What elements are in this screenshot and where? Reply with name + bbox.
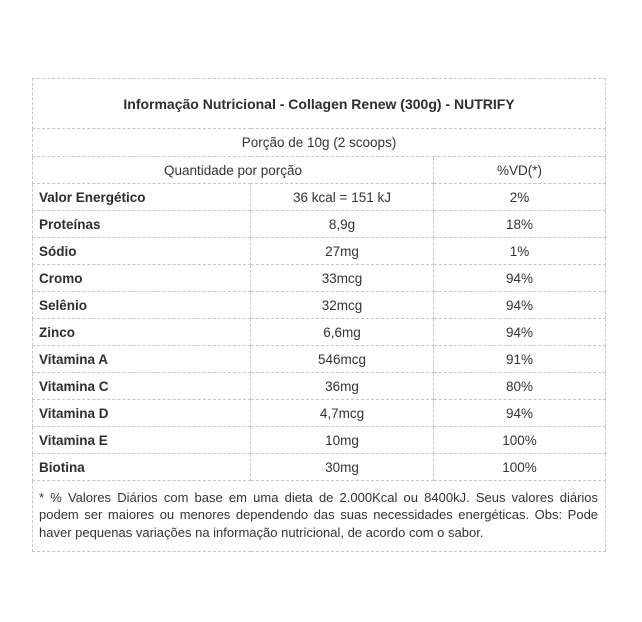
nutrient-row-vitamin-d	[33, 400, 606, 427]
nutrient-name: Proteínas	[33, 211, 251, 238]
table-title: Informação Nutricional - Collagen Renew (300g) - NUTRIFY	[33, 79, 606, 129]
nutrient-name: Vitamina C	[33, 373, 251, 400]
nutrient-row-vitamin-a	[33, 346, 606, 373]
nutrient-name: Selênio	[33, 292, 251, 319]
footnote-row	[33, 481, 606, 552]
nutrient-name: Vitamina A	[33, 346, 251, 373]
nutrient-amount: 30mg	[251, 454, 434, 481]
nutrient-dv: 100%	[434, 454, 606, 481]
nutrient-row-protein	[33, 211, 606, 238]
nutrient-dv: 18%	[434, 211, 606, 238]
nutrient-amount: 6,6mg	[251, 319, 434, 346]
nutrient-dv: 1%	[434, 238, 606, 265]
nutrient-amount: 4,7mcg	[251, 400, 434, 427]
nutrient-name: Vitamina D	[33, 400, 251, 427]
nutrient-dv: 100%	[434, 427, 606, 454]
nutrient-row-sodium	[33, 238, 606, 265]
nutrient-amount: 27mg	[251, 238, 434, 265]
nutrient-dv: 94%	[434, 319, 606, 346]
nutrient-amount: 36 kcal = 151 kJ	[251, 184, 434, 211]
nutrient-name: Valor Energético	[33, 184, 251, 211]
column-header-dv: %VD(*)	[434, 157, 606, 184]
nutrient-amount: 546mcg	[251, 346, 434, 373]
nutrition-table	[32, 78, 606, 552]
column-header-quantity: Quantidade por porção	[33, 157, 434, 184]
nutrient-dv: 94%	[434, 400, 606, 427]
nutrient-name: Biotina	[33, 454, 251, 481]
nutrient-row-energy	[33, 184, 606, 211]
nutrient-row-chromium	[33, 265, 606, 292]
nutrient-row-zinc	[33, 319, 606, 346]
nutrient-row-selenium	[33, 292, 606, 319]
nutrient-row-vitamin-e	[33, 427, 606, 454]
nutrient-amount: 33mcg	[251, 265, 434, 292]
nutrient-amount: 36mg	[251, 373, 434, 400]
nutrient-name: Cromo	[33, 265, 251, 292]
column-header-row	[33, 157, 606, 184]
nutrient-amount: 10mg	[251, 427, 434, 454]
nutrient-dv: 2%	[434, 184, 606, 211]
nutrient-amount: 32mcg	[251, 292, 434, 319]
nutrient-dv: 80%	[434, 373, 606, 400]
portion-row	[33, 129, 606, 157]
nutrient-dv: 94%	[434, 265, 606, 292]
portion-info: Porção de 10g (2 scoops)	[33, 129, 606, 157]
nutrient-dv: 91%	[434, 346, 606, 373]
nutrient-dv: 94%	[434, 292, 606, 319]
nutrient-name: Sódio	[33, 238, 251, 265]
table-title-row	[33, 79, 606, 129]
nutrient-name: Vitamina E	[33, 427, 251, 454]
footnote: * % Valores Diários com base em uma dieta de 2.000Kcal ou 8400kJ. Seus valores diários podem ser maiores ou menores dependendo das suas necessidades energéticas. Obs: Pode haver pequenas variações na informação nutricional, de acordo com o sabor.	[33, 481, 606, 552]
nutrient-amount: 8,9g	[251, 211, 434, 238]
nutrient-row-biotin	[33, 454, 606, 481]
nutrient-name: Zinco	[33, 319, 251, 346]
nutrient-row-vitamin-c	[33, 373, 606, 400]
